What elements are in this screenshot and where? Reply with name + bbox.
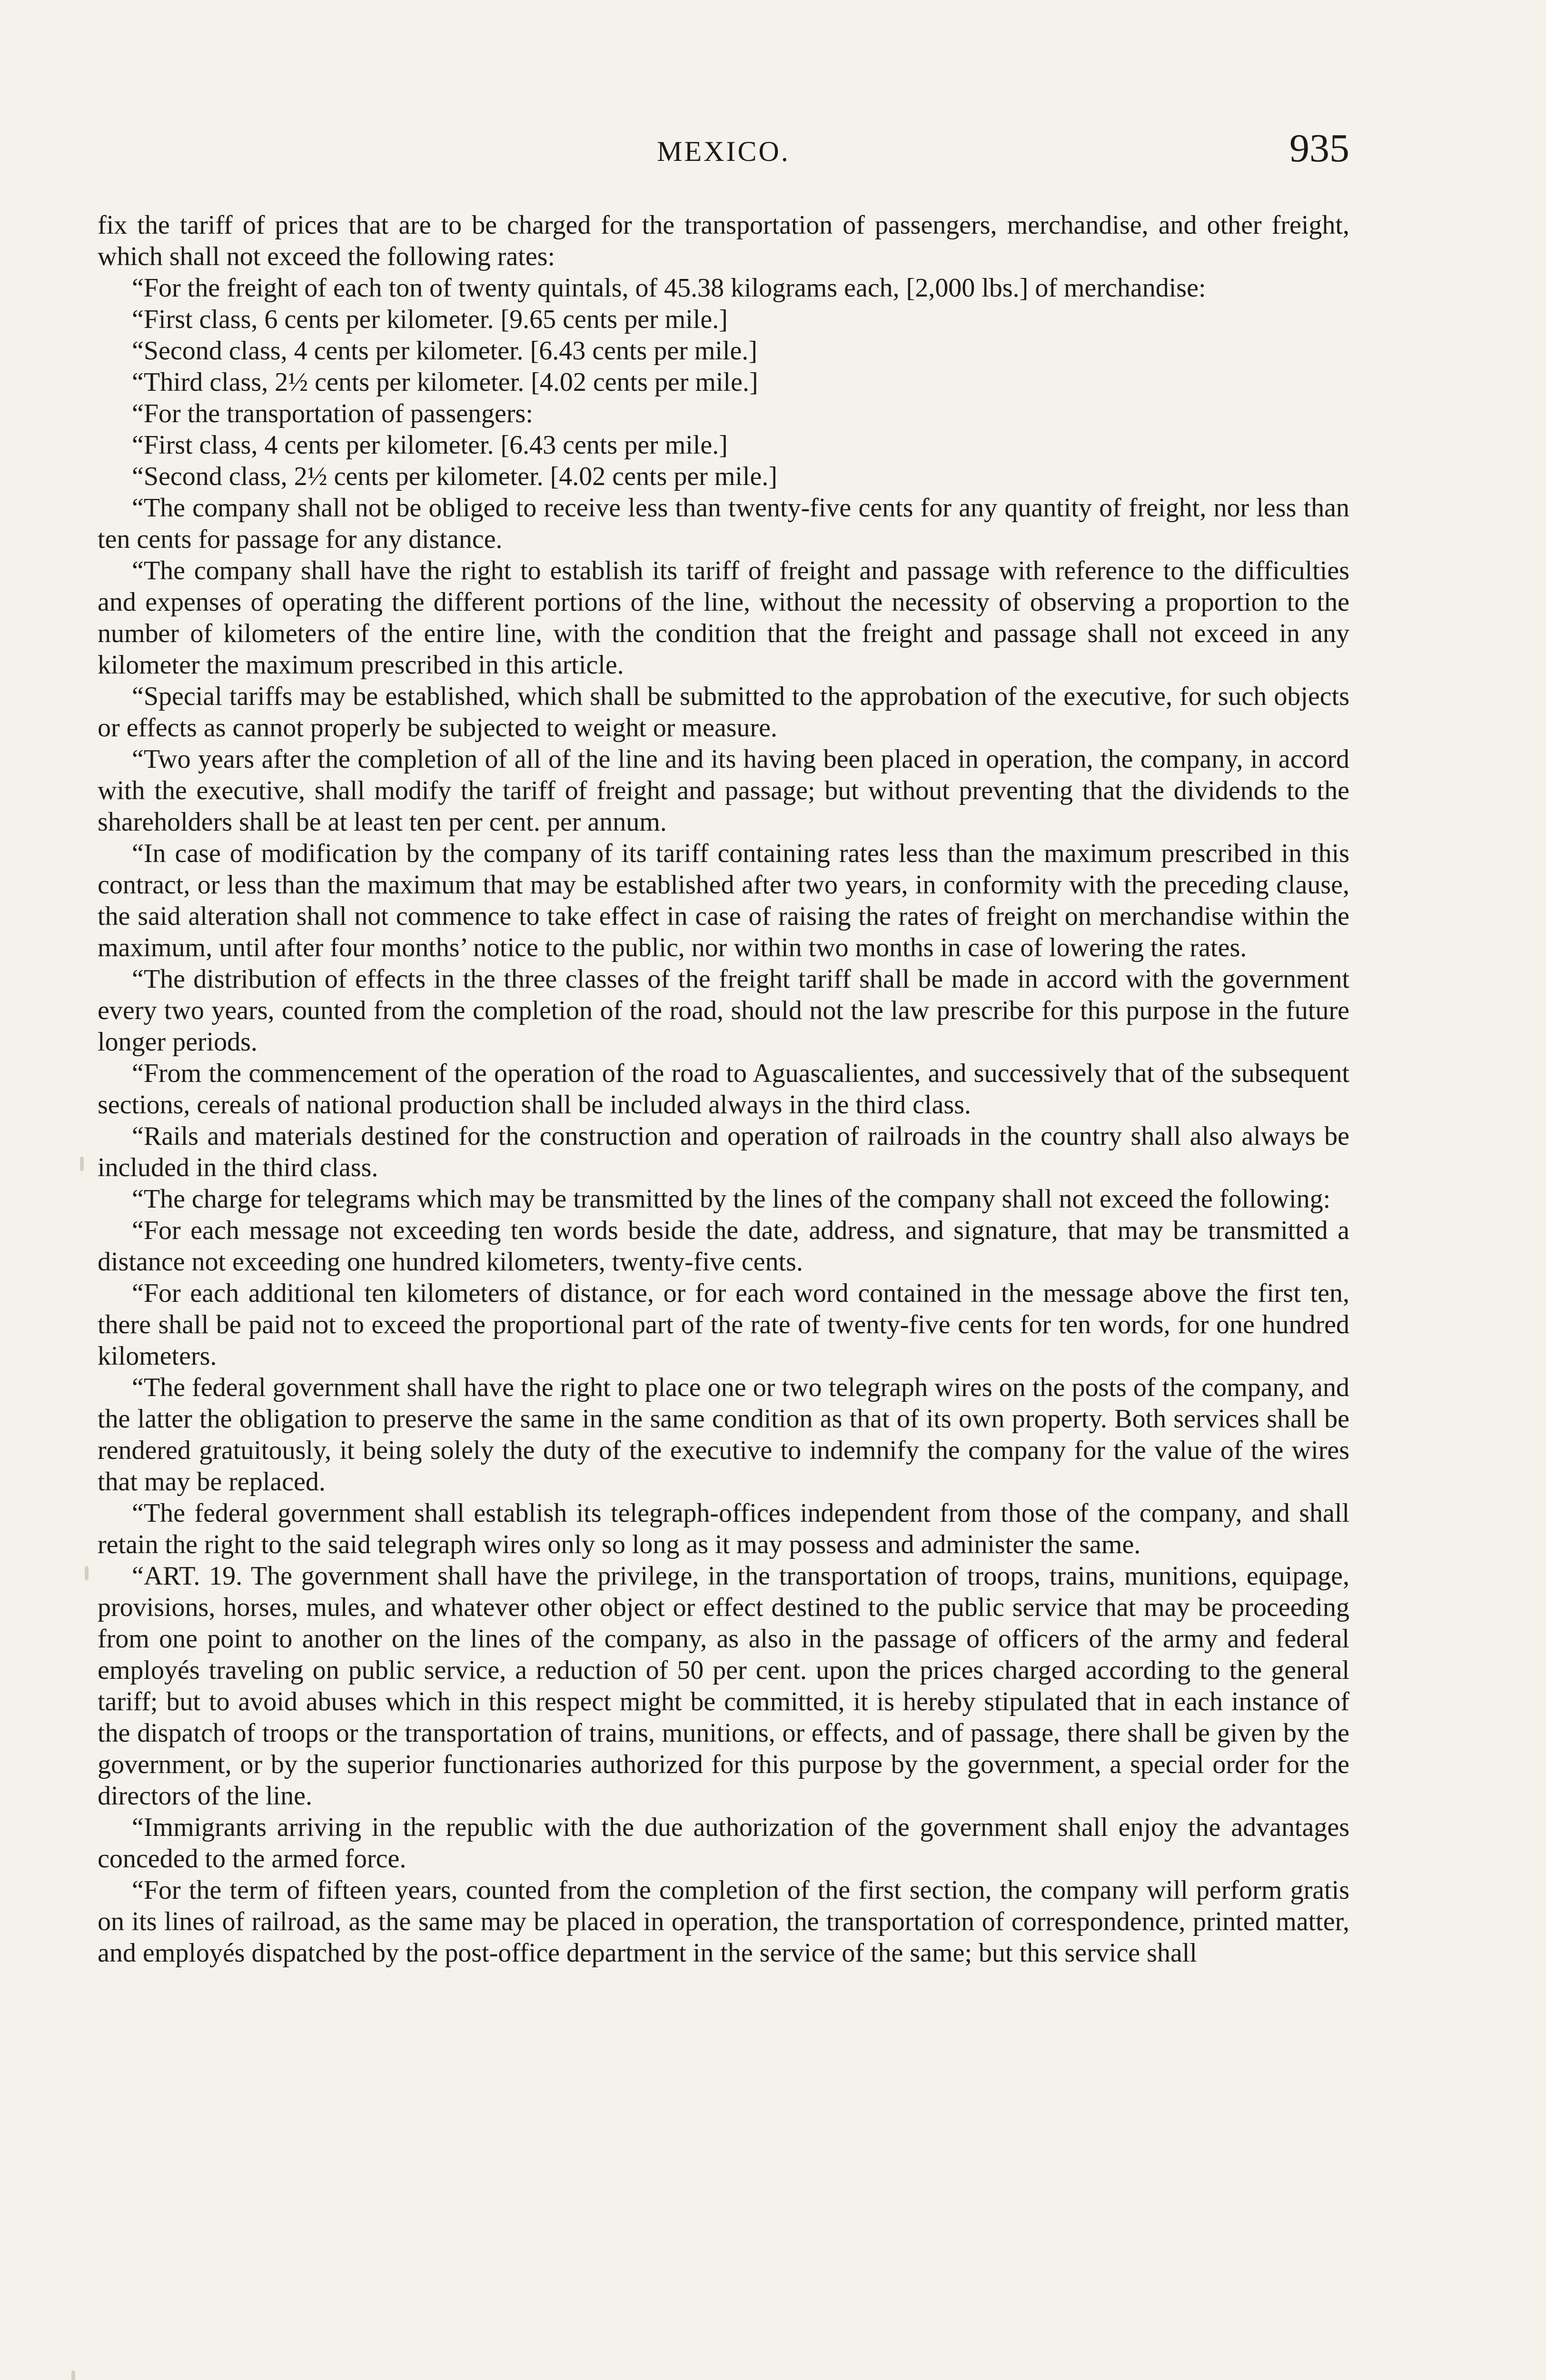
running-title: MEXICO. (657, 136, 790, 167)
paragraph-modification-notice: “In case of modification by the company of its tariff containing rates less than the maximum prescribed in this contract, or less than the maximum that may be established after two years, in conformity with the preceding clause, the said alteration shall not commence to take effect in case of raising the rates of freight on merchandise within the maximum, until after four months’ notice to the public, nor within two months in case of lowering the rates. (98, 839, 1349, 962)
rate-first-class-freight: “First class, 6 cents per kilometer. [9.65 cents per mile.] (132, 305, 728, 334)
paragraph-rails-materials: “Rails and materials destined for the construction and operation of railroads in the country shall also always be included in the third class. (98, 1121, 1349, 1182)
rate-second-class-passenger: “Second class, 2½ cents per kilometer. [4.02 cents per mile.] (132, 462, 778, 491)
paragraph-cereals: “From the commencement of the operation of the road to Aguascalientes, and successively that of the subsequent sections, cereals of national production shall be included always in the third class. (98, 1059, 1349, 1120)
paragraph-federal-wires: “The federal government shall have the right to place one or two telegraph wires on the posts of the company, and the latter the obligation to preserve the same in the same condition as that of its own property. Both services shall be rendered gratuitously, it being solely the duty of the executive to indemnify the company for the value of the wires that may be replaced. (98, 1373, 1349, 1497)
margin-speck (85, 1566, 89, 1580)
paragraph-postal-service: “For the term of fifteen years, counted from the completion of the first section, the company will perform gratis on its lines of railroad, as the same may be placed in operation, the transportation of correspondence, printed matter, and employés dispatched by the post-office department in the service of the same; but this service shall (98, 1875, 1349, 1968)
paragraph-telegram-base-rate: “For each message not exceeding ten words beside the date, address, and signature, that may be transmitted a distance not exceeding one hundred kilometers, twenty-five cents. (98, 1216, 1349, 1277)
rate-first-class-passenger: “First class, 4 cents per kilometer. [6.43 cents per mile.] (132, 430, 728, 460)
page-header (98, 126, 1349, 176)
paragraph-passenger-rates: “For the transportation of passengers: (132, 399, 533, 428)
paragraph-telegraph-offices: “The federal government shall establish its telegraph-offices independent from those of the company, and shall retain the right to the said telegraph wires only so long as it may possess and administer the same. (98, 1498, 1349, 1559)
paragraph-tariff-modification: “Two years after the completion of all of the line and its having been placed in operation, the company, in accord with the executive, shall modify the tariff of freight and passage; but without preventing that the dividends to the shareholders shall be at least ten per cent. per annum. (98, 744, 1349, 837)
body-text (98, 209, 1349, 1969)
rate-second-class-freight: “Second class, 4 cents per kilometer. [6.43 cents per mile.] (132, 336, 758, 366)
paragraph-minimum-charges: “The company shall not be obliged to receive less than twenty-five cents for any quantity of freight, nor less than ten cents for passage for any distance. (98, 493, 1349, 554)
margin-speck (80, 1157, 84, 1171)
paragraph-special-tariffs: “Special tariffs may be established, which shall be submitted to the approbation of the executive, for such objects or effects as cannot properly be subjected to weight or measure. (98, 682, 1349, 743)
paragraph-continuation: fix the tariff of prices that are to be charged for the transportation of passengers, merchandise, and other freight, which shall not exceed the following rates: (98, 210, 1349, 271)
paragraph-freight-rates: “For the freight of each ton of twenty quintals, of 45.38 kilograms each, [2,000 lbs.] of merchandise: (132, 273, 1206, 303)
rate-third-class-freight: “Third class, 2½ cents per kilometer. [4.02 cents per mile.] (132, 367, 758, 397)
paragraph-telegram-charges: “The charge for telegrams which may be transmitted by the lines of the company shall not exceed the following: (132, 1184, 1331, 1214)
paragraph-class-distribution: “The distribution of effects in the three classes of the freight tariff shall be made in accord with the government every two years, counted from the completion of the road, should not the law prescribe for this purpose in the future longer periods. (98, 964, 1349, 1057)
paragraph-article-19: “ART. 19. The government shall have the privilege, in the transportation of troops, trains, munitions, equipage, provisions, horses, mules, and whatever other object or effect destined to the public service that may be proceeding from one point to another on the lines of the company, as also in the passage of officers of the army and federal employés traveling on public service, a reduction of 50 per cent. upon the prices charged according to the general tariff; but to avoid abuses which in this respect might be committed, it is hereby stipulated that in each instance of the dispatch of troops or the transportation of trains, munitions, or effects, and of passage, there shall be given by the government, or by the superior functionaries authorized for this purpose by the government, a special order for the directors of the line. (98, 1561, 1349, 1811)
margin-speck (71, 2370, 75, 2380)
paragraph-telegram-additional: “For each additional ten kilometers of distance, or for each word contained in the message above the first ten, there shall be paid not to exceed the proportional part of the rate of twenty-five cents for ten words, for one hundred kilometers. (98, 1279, 1349, 1371)
paragraph-immigrants: “Immigrants arriving in the republic with the due authorization of the government shall enjoy the advantages conceded to the armed force. (98, 1813, 1349, 1874)
page-number: 935 (1289, 126, 1349, 170)
paragraph-tariff-right: “The company shall have the right to establish its tariff of freight and passage with reference to the difficulties and expenses of operating the different portions of the line, without the necessity of observing a proportion to the number of kilometers of the entire line, with the condition that the freight and passage shall not exceed in any kilometer the maximum prescribed in this article. (98, 556, 1349, 680)
